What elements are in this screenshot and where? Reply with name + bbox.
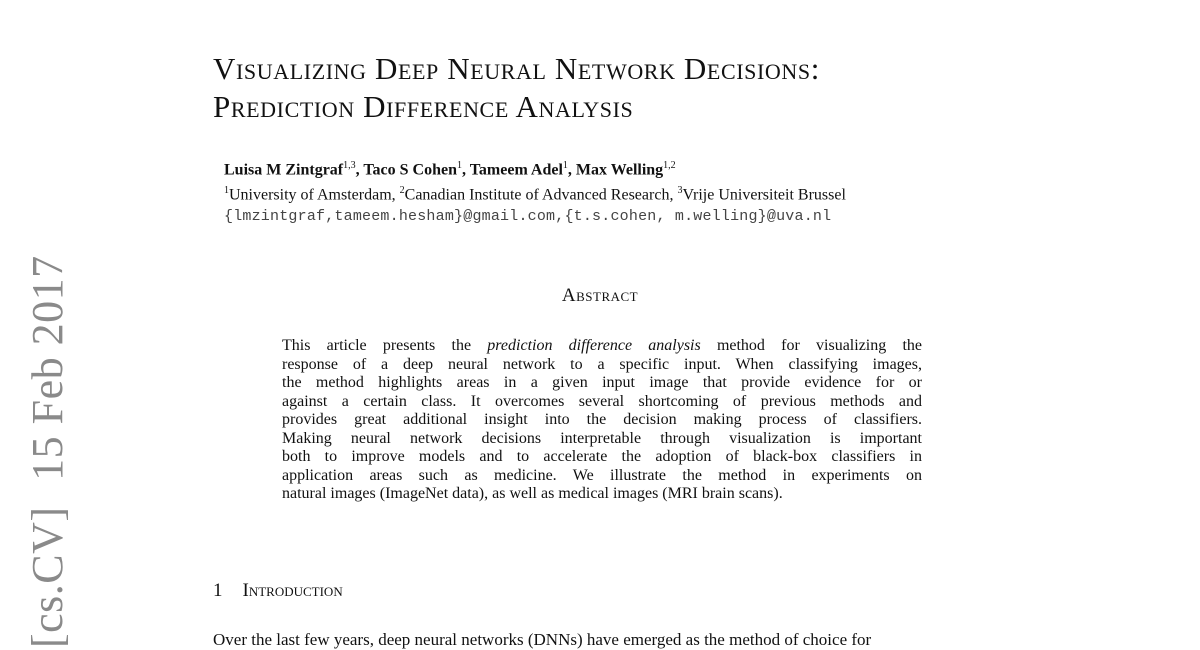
- section-heading: [213, 580, 343, 602]
- abstract-line: [282, 337, 922, 356]
- affil-sup: 2: [399, 185, 405, 196]
- abstract-line: the method highlights areas in a given input image that provide evidence for or: [282, 374, 922, 391]
- abstract-line: against a certain class. It overcomes several shortcoming of previous methods and: [282, 392, 922, 410]
- abstract-line: response of a deep neural network to a specific input. When classifying images,: [282, 355, 922, 373]
- affil-text: University of Amsterdam,: [229, 186, 400, 204]
- author-sup: 1,2: [663, 160, 676, 171]
- abstract-line: Making neural network decisions interpretable through visualization is important: [282, 429, 922, 447]
- abstract-line: both to improve models and to accelerate the adoption of black-box classifiers in: [282, 448, 922, 465]
- abstract-line: natural images (ImageNet data), as well as medical images (MRI brain scans).: [282, 485, 783, 502]
- author-name: Tameem Adel: [469, 161, 563, 179]
- abstract-emphasis: prediction difference analysis: [487, 337, 701, 354]
- author-name: Taco S Cohen: [363, 161, 457, 179]
- affiliations: [224, 185, 846, 204]
- abstract-heading: Abstract: [561, 285, 639, 306]
- affil-text: Canadian Institute of Advanced Research,: [404, 186, 678, 204]
- author-sup: 1,3: [343, 160, 356, 171]
- author-emails: {lmzintgraf,tameem.hesham}@gmail.com,{t.s.cohen, m.welling}@uva.nl: [224, 208, 832, 225]
- arxiv-category: [cs.CV]: [23, 506, 72, 648]
- intro-paragraph: Over the last few years, deep neural networks (DNNs) have emerged as the method of choice for: [213, 630, 872, 649]
- title-line-1: Visualizing Deep Neural Network Decisions:: [213, 51, 820, 86]
- abstract-line: application areas such as medicine. We illustrate the method in experiments on: [282, 466, 922, 484]
- paper-title: [213, 50, 820, 126]
- abstract-text: method for visualizing the: [700, 337, 923, 354]
- author-name: Luisa M Zintgraf: [224, 161, 344, 179]
- arxiv-stamp: [22, 255, 73, 648]
- affil-sup: 3: [677, 185, 683, 196]
- abstract-line: provides great additional insight into the decision making process of classifiers.: [282, 411, 922, 428]
- affil-text: Vrije Universiteit Brussel: [682, 186, 846, 204]
- abstract-body: [282, 337, 922, 504]
- title-line-2: Prediction Difference Analysis: [213, 89, 634, 124]
- arxiv-date: 15 Feb 2017: [23, 255, 72, 481]
- author-sup: 1: [457, 160, 462, 171]
- author-list: Luisa M Zintgraf$^{1,3}$, Taco S Cohen$^1$, Tameem Adel$^1$, Max Welling$^{1,2}$: [224, 160, 676, 179]
- section-title: Introduction: [242, 580, 343, 601]
- author-name: Max Welling: [575, 161, 664, 179]
- section-number: 1: [213, 580, 223, 601]
- affil-sup: 1: [224, 185, 229, 196]
- author-sup: 1: [562, 160, 568, 171]
- abstract-text: This article presents the: [282, 337, 488, 354]
